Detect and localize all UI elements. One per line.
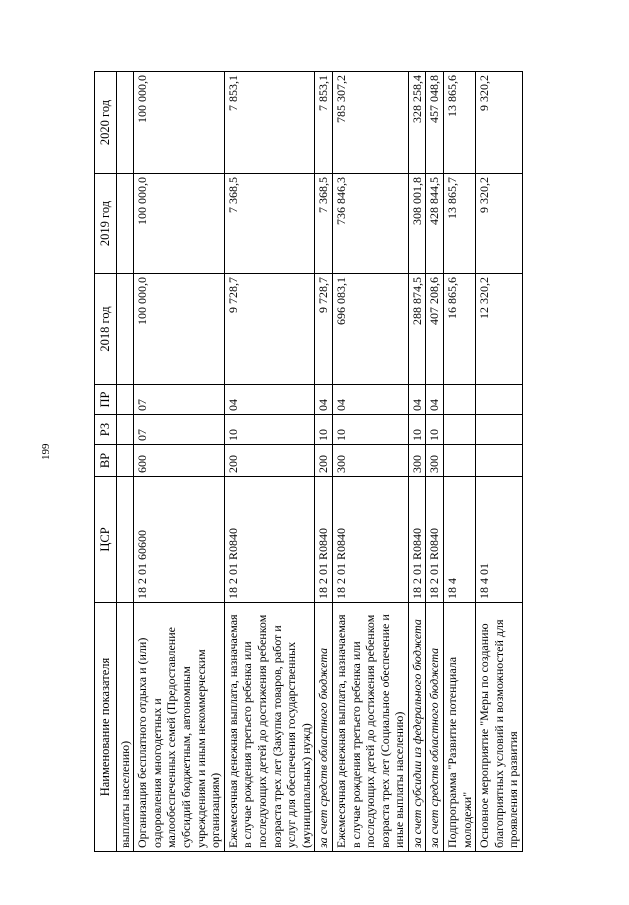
cell-rz xyxy=(476,415,523,445)
cell-pr: 07 xyxy=(134,385,225,415)
cell-csr xyxy=(116,477,134,603)
cell-2018: 288 874,5 xyxy=(408,274,426,385)
cell-name: за счет средств областного бюджета xyxy=(315,603,333,852)
cell-2018: 696 083,1 xyxy=(332,274,408,385)
table-row xyxy=(476,72,523,852)
cell-vr: 300 xyxy=(426,445,444,477)
cell-csr: 18 2 01 R0840 xyxy=(332,477,408,603)
header-pr: ПР xyxy=(95,385,117,415)
cell-vr: 300 xyxy=(408,445,426,477)
cell-2020: 7 853,1 xyxy=(224,72,315,174)
cell-2018: 16 865,6 xyxy=(444,274,476,385)
table-row xyxy=(116,72,134,852)
header-vr: ВР xyxy=(95,445,117,477)
cell-csr: 18 2 01 R0840 xyxy=(224,477,315,603)
header-csr: ЦСР xyxy=(95,477,117,603)
cell-rz: 10 xyxy=(224,415,315,445)
cell-rz xyxy=(116,415,134,445)
cell-name: за счет субсидии из федерального бюджета xyxy=(408,603,426,852)
table-row xyxy=(224,72,315,852)
cell-2018: 9 728,7 xyxy=(224,274,315,385)
cell-vr: 200 xyxy=(315,445,333,477)
header-2018: 2018 год xyxy=(95,274,117,385)
cell-2019: 13 865,7 xyxy=(444,174,476,274)
cell-2020: 328 258,4 xyxy=(408,72,426,174)
cell-2020: 457 048,8 xyxy=(426,72,444,174)
cell-csr: 18 2 01 R0840 xyxy=(408,477,426,603)
cell-2019: 736 846,3 xyxy=(332,174,408,274)
cell-vr: 600 xyxy=(134,445,225,477)
cell-rz: 10 xyxy=(408,415,426,445)
cell-2020 xyxy=(116,72,134,174)
cell-2019: 100 000,0 xyxy=(134,174,225,274)
cell-2019: 9 320,2 xyxy=(476,174,523,274)
cell-pr xyxy=(476,385,523,415)
cell-2020: 7 853,1 xyxy=(315,72,333,174)
cell-2019 xyxy=(116,174,134,274)
cell-name: Ежемесячная денежная выплата, назначаемая в случае рождения третьего ребенка или последующих детей до достижения ребенком возраста трех лет (Социальное обеспечение и иные выплаты населению) xyxy=(332,603,408,852)
cell-2019: 7 368,5 xyxy=(315,174,333,274)
cell-rz: 10 xyxy=(315,415,333,445)
cell-2019: 428 844,5 xyxy=(426,174,444,274)
cell-pr: 04 xyxy=(332,385,408,415)
cell-name: выплаты населению) xyxy=(116,603,134,852)
cell-2018 xyxy=(116,274,134,385)
cell-csr: 18 2 01 R0840 xyxy=(426,477,444,603)
cell-vr xyxy=(444,445,476,477)
cell-2019: 7 368,5 xyxy=(224,174,315,274)
budget-table xyxy=(94,71,523,852)
cell-csr: 18 2 01 R0840 xyxy=(315,477,333,603)
cell-2020: 13 865,6 xyxy=(444,72,476,174)
cell-pr: 04 xyxy=(315,385,333,415)
table-body xyxy=(116,72,522,852)
cell-vr: 300 xyxy=(332,445,408,477)
header-row xyxy=(95,72,117,852)
cell-2020: 9 320,2 xyxy=(476,72,523,174)
cell-name: Организация бесплатного отдыха и (или) оздоровления многодетных и малообеспеченных семей (Предоставление субсидий бюджетным, автономным учреждениям и иным некоммерческим организациям) xyxy=(134,603,225,852)
cell-rz: 10 xyxy=(332,415,408,445)
cell-rz: 10 xyxy=(426,415,444,445)
table-row xyxy=(332,72,408,852)
header-2019: 2019 год xyxy=(95,174,117,274)
rotated-table-wrapper xyxy=(94,72,523,852)
cell-2020: 100 000,0 xyxy=(134,72,225,174)
cell-pr xyxy=(444,385,476,415)
cell-name: за счет средств областного бюджета xyxy=(426,603,444,852)
cell-csr: 18 4 01 xyxy=(476,477,523,603)
table-row xyxy=(315,72,333,852)
header-rz: РЗ xyxy=(95,415,117,445)
cell-2018: 100 000,0 xyxy=(134,274,225,385)
table-row xyxy=(408,72,426,852)
cell-2020: 785 307,2 xyxy=(332,72,408,174)
table-row xyxy=(444,72,476,852)
cell-pr: 04 xyxy=(408,385,426,415)
cell-name: Подпрограмма "Развитие потенциала молодежи" xyxy=(444,603,476,852)
cell-2019: 308 001,8 xyxy=(408,174,426,274)
cell-rz xyxy=(444,415,476,445)
table-row xyxy=(426,72,444,852)
cell-csr: 18 4 xyxy=(444,477,476,603)
cell-vr xyxy=(476,445,523,477)
cell-vr: 200 xyxy=(224,445,315,477)
page-number: 199 xyxy=(40,443,52,460)
cell-pr: 04 xyxy=(224,385,315,415)
cell-2018: 12 320,2 xyxy=(476,274,523,385)
cell-pr: 04 xyxy=(426,385,444,415)
cell-rz: 07 xyxy=(134,415,225,445)
cell-name: Ежемесячная денежная выплата, назначаемая в случае рождения третьего ребенка или последующих детей до достижения ребенком возраста трех лет (Закупка товаров, работ и услуг для обеспечения государственных (муниципальных) нужд) xyxy=(224,603,315,852)
cell-vr xyxy=(116,445,134,477)
cell-2018: 9 728,7 xyxy=(315,274,333,385)
cell-csr: 18 2 01 60600 xyxy=(134,477,225,603)
header-name: Наименование показателя xyxy=(95,603,117,852)
cell-name: Основное мероприятие "Меры по созданию благоприятных условий и возможностей для проявления и развития xyxy=(476,603,523,852)
table-row xyxy=(134,72,225,852)
header-2020: 2020 год xyxy=(95,72,117,174)
cell-2018: 407 208,6 xyxy=(426,274,444,385)
cell-pr xyxy=(116,385,134,415)
